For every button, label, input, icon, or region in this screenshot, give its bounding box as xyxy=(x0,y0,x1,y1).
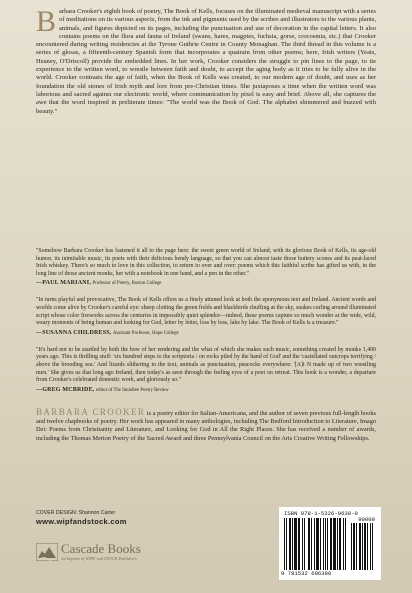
endorsement-text: "In turns playful and provocative, The Book of Kells offers us a finely attuned look at both the eponymous text and Ireland. Ancient words and worlds come alive by Crooker's careful eye: sheep clotting the green fields and blackbirds chuffing at the sky, snakes curling around illuminated script whose color fireworks across the centuries in impossibly quiet splendor—indeed, these poems capture so much wonder at the wide, wild, weary moments of being human and looking for God, letter by letter, loss by loss, lake by lake. The Book of Kells is a treasure." xyxy=(36,297,376,327)
endorser-name: —GREG MCBRIDE, xyxy=(36,386,95,393)
isbn-barcode xyxy=(279,507,381,580)
ean-bars xyxy=(284,518,348,570)
endorsement-attribution xyxy=(36,386,376,395)
publisher-website[interactable]: www.wipfandstock.com xyxy=(36,517,127,526)
endorser-name: —PAUL MARIANI, xyxy=(36,280,92,287)
endorsement-text: "It's hard not to be startled by both the how of her rendering and the what of which she makes such music, something created by monks 1,400 years ago. This is thrilling stuff: 'six hundred steps to the scriptoria / on rocks piled by the hand of God' and the 'castellated outcrops terrifying / above the brooding sea.' And lizards slithering in the text, animals as punctuation, peacocks everywhere: '[A]t N made up of two wrestling men.' She gives us that long ago Ireland, then today's as seen through the feeling eyes of a poet on retreat. This book is a wonder, a departure from Crooker's celebrated domestic work, and gloriously so." xyxy=(36,346,376,384)
endorser-name: —SUSANNA CHILDRESS, xyxy=(36,329,112,336)
cover-design-credit: COVER DESIGN: Shannon Carter xyxy=(36,510,116,516)
endorsements xyxy=(36,248,376,404)
description-text: arbara Crooker's eighth book of poetry, The Book of Kells, focuses on the illuminated medieval manuscript with a series of meditations on its various aspects, from the ink and pigments used by the scribes and illustrators to the various plants, animals, and figures depicted on its pages, including the punctuation and use of decoration in the capital letters. It also contains poems on the flora and fauna of Ireland (swans, hares, magpies, fuchsia, gorse, crocosmia, etc.) that Crooker encountered during writing residencies at the Tyrone Guthrie Centre in County Monaghan. The third thread in this volume is a series of glosas, a fifteenth-century Spanish form that incorporates a quatrain from other poems; here, Irish writers (Yeats, Heaney, O'Driscoll) provide the embedded lines. In her work, Crooker considers the struggle to pin lines to the page, to tie experience to the written word, to wrestle between faith and doubt, to accept the aging body as it tries to be fully alive in the world. Crooker contrasts the age of faith, when the Book of Kells was created, to our modern age of doubt, and uses as her foundation the old stones of Irish myth and lore from pre-Christian times. She juxtaposes a time when the written word was laborious and sacred against our electronic world, where communication by pixel is easy and brief. Above all, she captures the awe that the word inspired in preliterate times: "The world was the Book of God. The alphabet shimmered and buzzed with beauty." xyxy=(36,8,376,115)
author-name: BARBARA CROOKER xyxy=(36,407,146,417)
price-code: 90000 xyxy=(358,516,375,523)
endorsement-attribution xyxy=(36,279,376,288)
waterfall-logo-icon xyxy=(36,543,58,561)
endorsement xyxy=(36,297,376,337)
endorsement xyxy=(36,248,376,288)
barcode-digits: 9 781532 606380 xyxy=(281,570,332,577)
author-bio xyxy=(36,408,376,443)
publisher-name: Cascade Books xyxy=(61,541,141,556)
endorsement-attribution xyxy=(36,329,376,338)
book-description xyxy=(36,5,376,116)
endorsement xyxy=(36,347,376,395)
publisher-logo xyxy=(36,541,176,569)
author-bio-text: is a poetry editor for Italian-Americana, and the author of seven previous full-length books and twelve chapbooks of poetry. Her work has appeared in many anthologies, including The Bedford Introduction to Literature, Imago Dei: Poems from Christianity and Literature, and Looking for God in All the Right Places. She has received a number of awards, including the Thomas Merton Poetry of the Sacred Award and three Pennsylvania Council on the Arts Creative Writing Fellowships. xyxy=(36,410,376,442)
publisher-tagline: An Imprint of WIPF and STOCK Publishers xyxy=(61,556,137,561)
endorsement-text: "Somehow Barbara Crooker has fastened it all to the page here: the sweet green world of Ireland, with its glorious Book of Kells, its age-old humor, its inimitable music, its poets with their delicious bendy language, so that you can almost taste those buttery scones and its peat-laced Irish whiskey. There's so much to love in this collection, to return to over and over: poems which this faithful scribe has gifted us with, in the long line of those ancient monks, her with a notebook in one hand, and a pen in the other." xyxy=(36,248,376,277)
credits xyxy=(36,510,127,525)
isbn-label: ISBN 978-1-5326-0638-0 xyxy=(284,510,358,517)
endorser-affiliation: editor of The Innisfree Poetry Review xyxy=(95,387,169,393)
addon-bars xyxy=(351,523,375,570)
endorser-affiliation: Assistant Professor, Hope College xyxy=(113,330,179,336)
drop-cap: B xyxy=(36,5,57,38)
endorser-affiliation: Professor of Poetry, Boston College xyxy=(92,281,162,287)
